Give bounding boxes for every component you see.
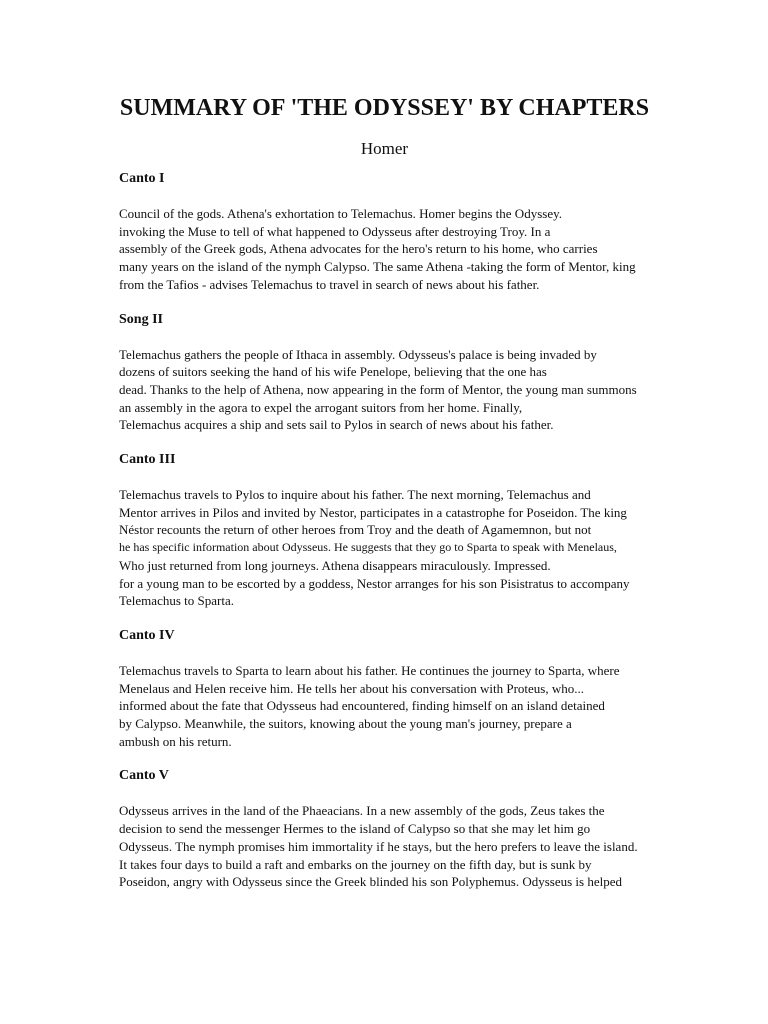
body-line: he has specific information about Odysseus. He suggests that they go to Sparta to speak with Menelaus, bbox=[119, 540, 617, 555]
body-line: It takes four days to build a raft and embarks on the journey on the fifth day, but is sunk by bbox=[119, 856, 592, 872]
body-line: invoking the Muse to tell of what happened to Odysseus after destroying Troy. In a bbox=[119, 223, 551, 239]
body-line: Poseidon, angry with Odysseus since the Greek blinded his son Polyphemus. Odysseus is helped bbox=[119, 874, 622, 890]
chapter-section bbox=[119, 627, 680, 751]
body-line: Telemachus travels to Sparta to learn about his father. He continues the journey to Sparta, where bbox=[119, 662, 620, 678]
document-author: Homer bbox=[360, 139, 409, 158]
body-line: Telemachus to Sparta. bbox=[119, 593, 234, 609]
chapter-section bbox=[119, 451, 680, 610]
body-line: Odysseus arrives in the land of the Phaeacians. In a new assembly of the gods, Zeus takes the bbox=[119, 803, 605, 819]
chapter-body bbox=[119, 346, 680, 435]
body-line: Telemachus gathers the people of Ithaca in assembly. Odysseus's palace is being invaded by bbox=[119, 346, 597, 362]
chapter-heading: Canto III bbox=[119, 452, 176, 468]
body-line: assembly of the Greek gods, Athena advocates for the hero's return to his home, who carries bbox=[119, 241, 598, 257]
body-line: for a young man to be escorted by a goddess, Nestor arranges for his son Pisistratus to accompany bbox=[119, 575, 630, 591]
body-line: informed about the fate that Odysseus had encountered, finding himself on an island detained bbox=[119, 698, 605, 714]
chapter-body bbox=[119, 662, 680, 751]
body-line: Telemachus acquires a ship and sets sail to Pylos in search of news about his father. bbox=[119, 417, 554, 433]
chapter-body bbox=[119, 802, 680, 891]
chapter-heading: Canto I bbox=[119, 171, 165, 186]
body-line: by Calypso. Meanwhile, the suitors, knowing about the young man's journey, prepare a bbox=[119, 716, 572, 732]
chapter-body bbox=[119, 486, 680, 610]
sections-container bbox=[119, 170, 680, 891]
chapter-heading: Canto V bbox=[119, 768, 169, 784]
body-line: from the Tafios - advises Telemachus to travel in search of news about his father. bbox=[119, 276, 540, 292]
body-line: Odysseus. The nymph promises him immortality if he stays, but the hero prefers to leave the island. bbox=[119, 838, 638, 854]
chapter-section bbox=[119, 170, 680, 294]
body-line: Néstor recounts the return of other heroes from Troy and the death of Agamemnon, but not bbox=[119, 522, 592, 538]
body-line: dead. Thanks to the help of Athena, now appearing in the form of Mentor, the young man summons bbox=[119, 381, 637, 397]
document-title: SUMMARY OF 'THE ODYSSEY' BY CHAPTERS bbox=[119, 95, 650, 121]
chapter-heading: Song II bbox=[119, 311, 163, 327]
chapter-section bbox=[119, 311, 680, 435]
body-line: Mentor arrives in Pilos and invited by Nestor, participates in a catastrophe for Poseidon. The king bbox=[119, 504, 627, 520]
body-line: Menelaus and Helen receive him. He tells her about his conversation with Proteus, who... bbox=[119, 680, 584, 696]
body-line: an assembly in the agora to expel the arrogant suitors from her home. Finally, bbox=[119, 399, 523, 415]
body-line: Who just returned from long journeys. Athena disappears miraculously. Impressed. bbox=[119, 557, 551, 573]
chapter-section bbox=[119, 767, 680, 891]
body-line: Council of the gods. Athena's exhortation to Telemachus. Homer begins the Odyssey. bbox=[119, 206, 562, 221]
chapter-body bbox=[119, 205, 680, 294]
body-line: Telemachus travels to Pylos to inquire about his father. The next morning, Telemachus and bbox=[119, 487, 591, 503]
chapter-heading: Canto IV bbox=[119, 627, 175, 643]
body-line: ambush on his return. bbox=[119, 733, 232, 749]
body-line: dozens of suitors seeking the hand of his wife Penelope, believing that the one has bbox=[119, 364, 547, 380]
body-line: many years on the island of the nymph Calypso. The same Athena -taking the form of Mentor, king bbox=[119, 259, 636, 275]
body-line: decision to send the messenger Hermes to the island of Calypso so that she may let him go bbox=[119, 821, 591, 837]
